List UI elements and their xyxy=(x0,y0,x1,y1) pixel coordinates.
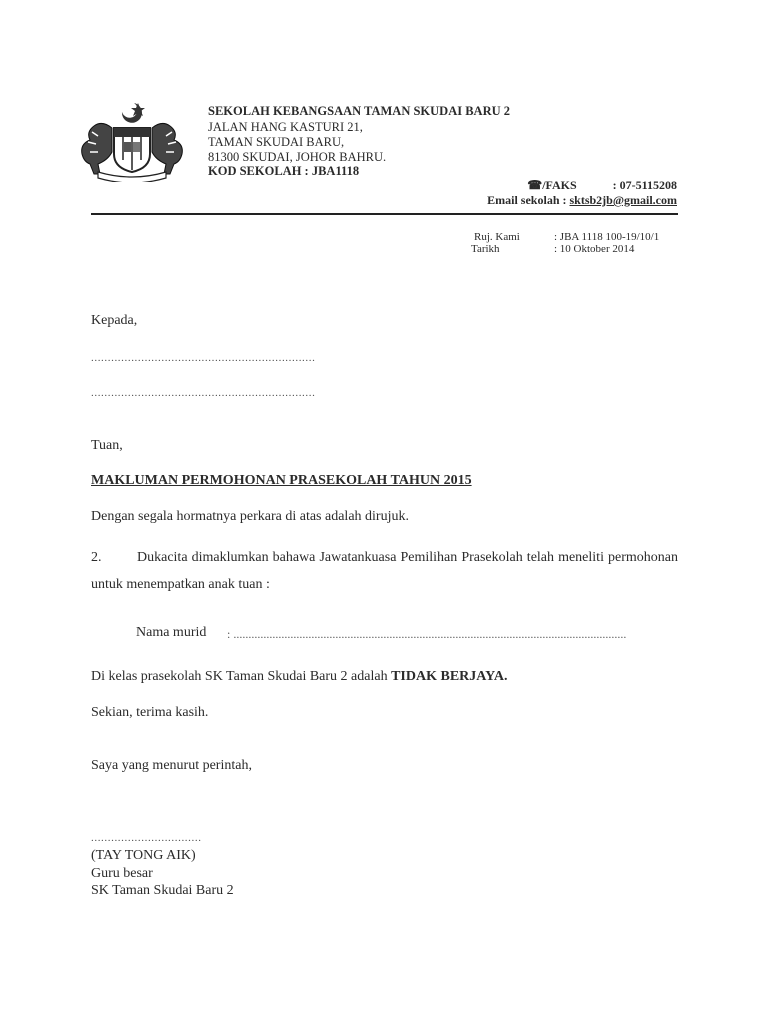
subject-heading: MAKLUMAN PERMOHONAN PRASEKOLAH TAHUN 2015 xyxy=(91,473,472,488)
result-line xyxy=(91,669,508,685)
student-name-label: Nama murid xyxy=(136,625,207,640)
student-name-blank: : ................................................................................................................................... xyxy=(227,627,627,641)
paragraph-2-number: 2. xyxy=(91,550,102,565)
address-line-2: TAMAN SKUDAI BARU, xyxy=(208,135,345,149)
signoff: Saya yang menurut perintah, xyxy=(91,758,252,773)
paragraph-2-text: Dukacita dimaklumkan bahawa Jawatankuasa Pemilihan Prasekolah telah meneliti permohonan untuk menempatkan anak tuan : xyxy=(91,550,678,592)
address-blank-2: ................................................................... xyxy=(91,387,316,399)
result-status: TIDAK BERJAYA. xyxy=(391,669,508,684)
signer-name: (TAY TONG AIK) xyxy=(91,848,196,863)
email-label: Email sekolah : xyxy=(487,193,567,207)
ref-value: : JBA 1118 100-19/10/1 xyxy=(554,231,660,243)
school-code: JBA1118 xyxy=(311,164,360,178)
date-label: Tarikh xyxy=(471,243,500,255)
salutation: Tuan, xyxy=(91,438,123,453)
paragraph-2 xyxy=(91,544,678,598)
paragraph-1: Dengan segala hormatnya perkara di atas adalah dirujuk. xyxy=(91,509,409,524)
address-line-3: 81300 SKUDAI, JOHOR BAHRU. xyxy=(208,150,387,164)
date-value: : 10 Oktober 2014 xyxy=(554,243,635,255)
phone-label: /FAKS xyxy=(542,178,577,192)
address-blank-1: ................................................................... xyxy=(91,352,316,364)
school-code-row xyxy=(208,163,359,179)
email-link[interactable]: sktsb2jb@gmail.com xyxy=(569,193,677,207)
signer-title: Guru besar xyxy=(91,866,153,881)
closing: Sekian, terima kasih. xyxy=(91,705,209,720)
recipient-heading: Kepada, xyxy=(91,313,138,328)
address-line-1: JALAN HANG KASTURI 21, xyxy=(208,120,363,134)
ref-label: Ruj. Kami xyxy=(474,231,520,243)
phone-value: : 07-5115208 xyxy=(612,178,677,192)
school-code-label: KOD SEKOLAH : xyxy=(208,164,309,178)
phone-row xyxy=(527,178,677,193)
coat-of-arms-logo xyxy=(78,98,186,182)
school-name: SEKOLAH KEBANGSAAN TAMAN SKUDAI BARU 2 xyxy=(208,104,511,118)
signature-line: ................................. xyxy=(91,832,202,844)
email-row xyxy=(487,193,677,208)
signer-organization: SK Taman Skudai Baru 2 xyxy=(91,883,234,898)
letterhead-divider xyxy=(91,213,678,215)
phone-icon: ☎ xyxy=(527,178,543,192)
result-text: Di kelas prasekolah SK Taman Skudai Baru 2 adalah xyxy=(91,669,388,684)
